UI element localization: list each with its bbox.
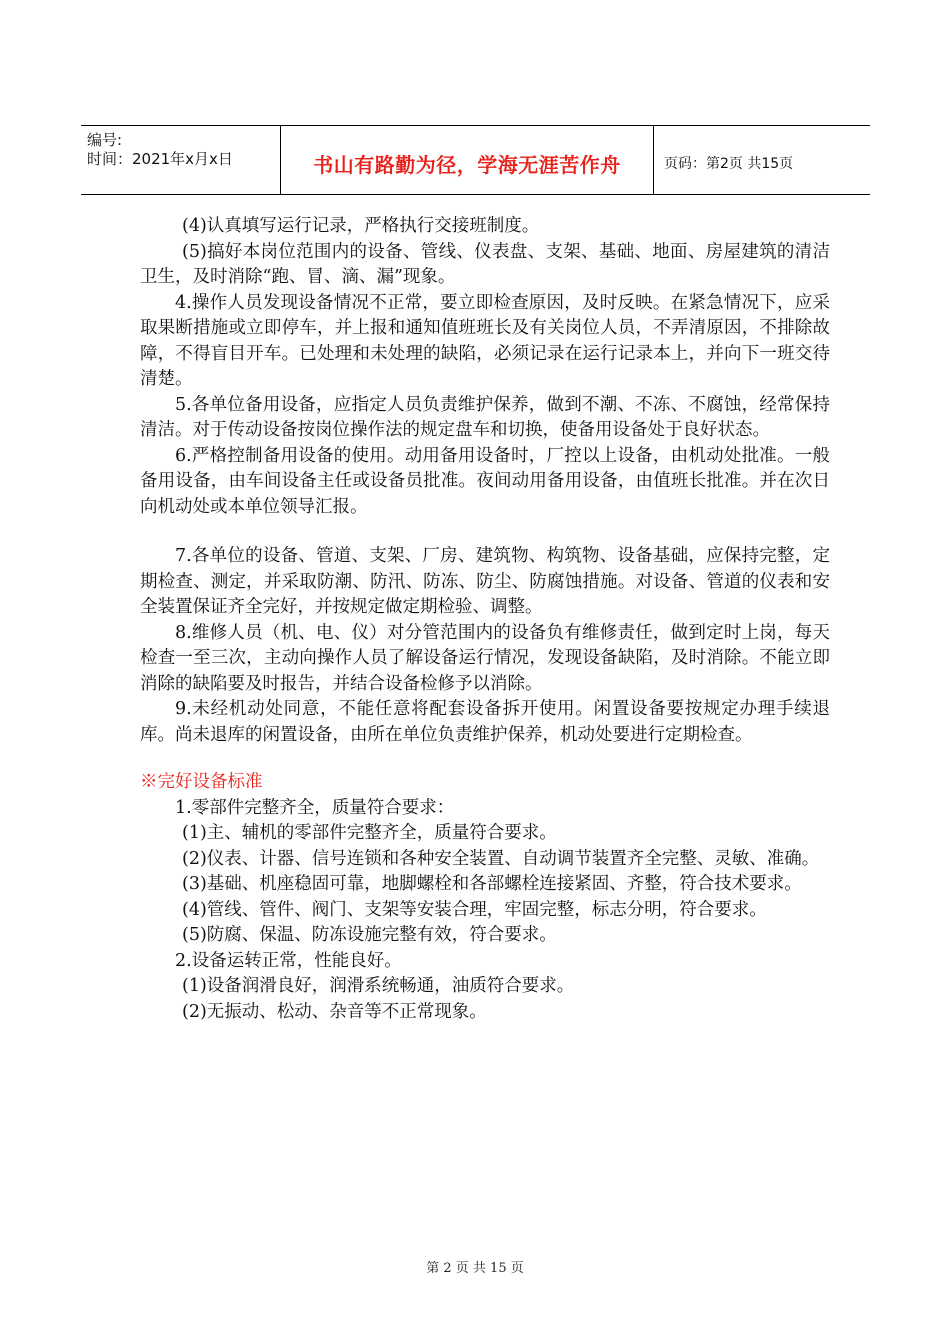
page-footer: 第 2 页 共 15 页 <box>426 1261 524 1276</box>
paragraph: (5)搞好本岗位范围内的设备、管线、仪表盘、支架、基础、地面、房屋建筑的清洁卫生，及时消除“跑、冒、滴、漏”现象。 <box>140 241 830 287</box>
header-left-cell <box>81 126 281 194</box>
paragraph: (2)无振动、松动、杂音等不正常现象。 <box>182 1001 487 1022</box>
paragraph: 2.设备运转正常，性能良好。 <box>175 950 402 971</box>
page-label: 页码：第2页 共15页 <box>664 156 794 172</box>
paragraph: (1)设备润滑良好，润滑系统畅通，油质符合要求。 <box>182 976 575 996</box>
header-right-cell <box>654 126 870 194</box>
paragraph: (4)管线、管件、阀门、支架等安装合理，牢固完整，标志分明，符合要求。 <box>182 899 767 920</box>
header-middle-cell <box>281 126 654 194</box>
paragraph: (5)防腐、保温、防冻设施完整有效，符合要求。 <box>182 925 557 945</box>
paragraph: 8.维修人员（机、电、仪）对分管范围内的设备负有维修责任，做到定时上岗，每天检查一至三次，主动向操作人员了解设备运行情况，发现设备缺陷，及时消除。不能立即消除的缺陷要及时报告，并结合设备检修予以消除。 <box>140 622 830 694</box>
paragraph: 4.操作人员发现设备情况不正常，要立即检查原因，及时反映。在紧急情况下，应采取果断措施或立即停车，并上报和通知值班班长及有关岗位人员，不弄清原因，不排除故障，不得盲目开车。已处理和未处理的缺陷，必须记录在运行记录本上，并向下一班交待清楚。 <box>140 292 830 389</box>
paragraph: (4)认真填写运行记录，严格执行交接班制度。 <box>182 216 540 236</box>
spacer <box>140 748 830 770</box>
paragraph: 5.各单位备用设备，应指定人员负责维护保养，做到不潮、不冻、不腐蚀，经常保持清洁。对于传动设备按岗位操作法的规定盘车和切换，使备用设备处于良好状态。 <box>140 394 830 440</box>
paragraph: (1)主、辅机的零部件完整齐全，质量符合要求。 <box>182 823 557 843</box>
document-body <box>140 214 830 1025</box>
section-title: ※完好设备标准 <box>140 772 263 792</box>
paragraph: 6.严格控制备用设备的使用。动用备用设备时，厂控以上设备，由机动处批准。一般备用设备，由车间设备主任或设备员批准。夜间动用备用设备，由值班长批准。并在次日向机动处或本单位领导汇报。 <box>140 445 830 517</box>
spacer <box>140 520 830 544</box>
paragraph: 1.零部件完整齐全，质量符合要求： <box>175 797 455 818</box>
paragraph: 9.未经机动处同意，不能任意将配套设备拆开使用。闲置设备要按规定办理手续退库。尚未退库的闲置设备，由所在单位负责维护保养，机动处要进行定期检查。 <box>140 699 830 745</box>
number-label: 编号: <box>87 131 123 149</box>
paragraph: (3)基础、机座稳固可靠，地脚螺栓和各部螺栓连接紧固、齐整，符合技术要求。 <box>182 874 802 894</box>
time-label: 时间：2021年x月x日 <box>87 150 233 168</box>
paragraph: (2)仪表、计器、信号连锁和各种安全装置、自动调节装置齐全完整、灵敏、准确。 <box>182 848 820 869</box>
header-table <box>81 125 870 195</box>
motto: 书山有路勤为径，学海无涯苦作舟 <box>313 152 621 177</box>
paragraph: 7.各单位的设备、管道、支架、厂房、建筑物、构筑物、设备基础，应保持完整，定期检查、测定，并采取防潮、防汛、防冻、防尘、防腐蚀措施。对设备、管道的仪表和安全装置保证齐全完好，并按规定做定期检验、调整。 <box>140 546 830 617</box>
